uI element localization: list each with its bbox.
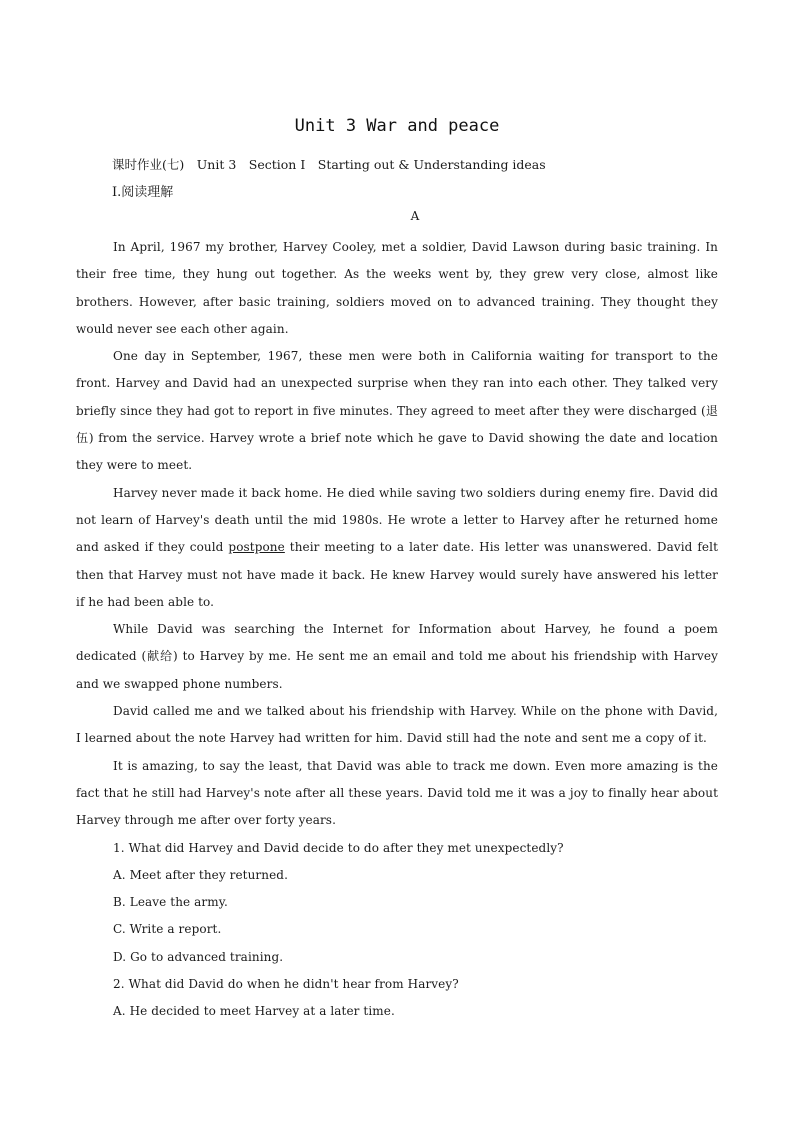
question-1-option-a: A. Meet after they returned. (113, 867, 288, 882)
paragraph-1: In April, 1967 my brother, Harvey Cooley, met a soldier, David Lawson during basic training. In their free time, they hung out together. As the weeks went by, they grew very close, almost like brothers. However, after basic training, soldiers moved on to advanced training. They thought they would never see each other again. (76, 240, 718, 336)
question-1-option-c: C. Write a report. (113, 922, 222, 937)
question-2-stem: 2. What did David do when he didn't hear from Harvey? (113, 977, 459, 992)
paragraph-6: It is amazing, to say the least, that David was able to track me down. Even more amazing is the fact that he still had Harvey's note after all these years. David told me it was a joy to finally hear about Harvey through me after over forty years. (76, 758, 718, 828)
paragraph-3-part-b: their meeting to a later date. His letter was unanswered. David felt then that Harvey must not have made it back. He knew Harvey would surely have answered his letter if he had been able to. (76, 540, 718, 609)
paragraph-3 (76, 480, 718, 616)
paragraph-2: One day in September, 1967, these men were both in California waiting for transport to the front. Harvey and David had an unexpected surprise when they ran into each other. They talked very briefly since they had got to report in five minutes. They agreed to meet after they were discharged (退伍) from the service. Harvey wrote a brief note which he gave to David showing the date and location they were to meet. (76, 349, 718, 473)
passage-body (76, 234, 718, 1026)
question-1-stem: 1. What did Harvey and David decide to do after they met unexpectedly? (113, 840, 564, 855)
page-title: Unit 3 War and peace (294, 116, 500, 136)
paragraph-3-part-a: Harvey never made it back home. He died while saving two soldiers during enemy fire. David did not learn of Harvey's death until the mid 1980s. He wrote a letter to Harvey after he returned home and asked if they could (76, 485, 718, 555)
section-heading: Ⅰ.阅读理解 (112, 185, 174, 200)
question-1-option-d: D. Go to advanced training. (113, 949, 284, 964)
paragraph-4: While David was searching the Internet for Information about Harvey, he found a poem dedicated (献给) to Harvey by me. He sent me an email and told me about his friendship with Harvey and we swapped phone numbers. (76, 622, 718, 691)
paragraph-5: David called me and we talked about his friendship with Harvey. While on the phone with David, I learned about the note Harvey had written for him. David still had the note and sent me a copy of it. (76, 704, 718, 746)
question-1-option-b: B. Leave the army. (113, 895, 228, 910)
passage-label: A (410, 209, 420, 223)
underlined-word: postpone (228, 540, 285, 555)
lesson-subtitle: 课时作业(七) Unit 3 Section Ⅰ Starting out & Understanding ideas (112, 157, 546, 172)
question-2-option-a: A. He decided to meet Harvey at a later time. (113, 1004, 395, 1019)
